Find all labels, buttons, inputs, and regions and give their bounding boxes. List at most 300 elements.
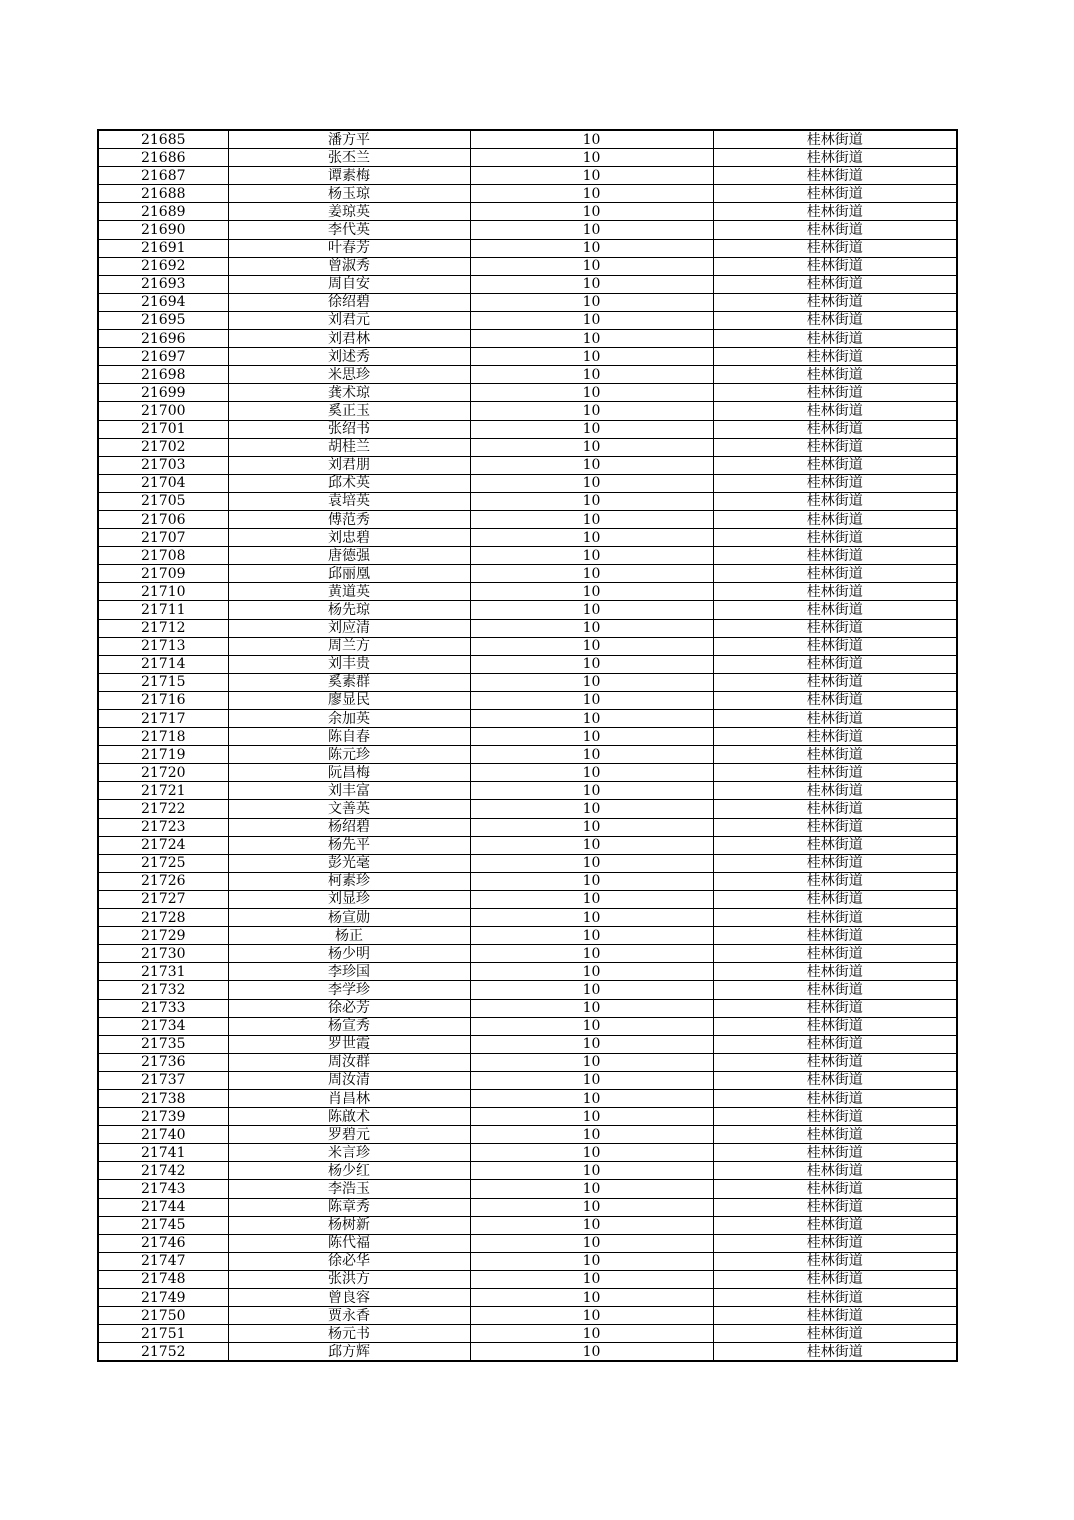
table-row xyxy=(98,1035,957,1053)
table-row xyxy=(98,456,957,474)
name-cell: 陈代福 xyxy=(228,1234,470,1252)
table-row xyxy=(98,583,957,601)
name-cell: 张丕兰 xyxy=(228,149,470,167)
row-number-cell: 21714 xyxy=(98,655,228,673)
table-row xyxy=(98,1089,957,1107)
amount-cell: 10 xyxy=(470,257,713,275)
table-row xyxy=(98,728,957,746)
table-body xyxy=(98,130,957,1361)
amount-cell: 10 xyxy=(470,691,713,709)
area-cell: 桂林街道 xyxy=(713,1053,957,1071)
table-row xyxy=(98,275,957,293)
table-row xyxy=(98,872,957,890)
area-cell: 桂林街道 xyxy=(713,583,957,601)
name-cell: 廖显民 xyxy=(228,691,470,709)
amount-cell: 10 xyxy=(470,1144,713,1162)
amount-cell: 10 xyxy=(470,384,713,402)
area-cell: 桂林街道 xyxy=(713,818,957,836)
area-cell: 桂林街道 xyxy=(713,438,957,456)
area-cell: 桂林街道 xyxy=(713,927,957,945)
name-cell: 陈章秀 xyxy=(228,1198,470,1216)
amount-cell: 10 xyxy=(470,130,713,149)
table-row xyxy=(98,384,957,402)
name-cell: 杨树新 xyxy=(228,1216,470,1234)
table-row xyxy=(98,1252,957,1270)
area-cell: 桂林街道 xyxy=(713,456,957,474)
row-number-cell: 21712 xyxy=(98,619,228,637)
amount-cell: 10 xyxy=(470,764,713,782)
amount-cell: 10 xyxy=(470,1162,713,1180)
row-number-cell: 21709 xyxy=(98,565,228,583)
area-cell: 桂林街道 xyxy=(713,1126,957,1144)
name-cell: 米言珍 xyxy=(228,1144,470,1162)
area-cell: 桂林街道 xyxy=(713,565,957,583)
row-number-cell: 21726 xyxy=(98,872,228,890)
name-cell: 邱丽凰 xyxy=(228,565,470,583)
name-cell: 杨绍碧 xyxy=(228,818,470,836)
name-cell: 柯素珍 xyxy=(228,872,470,890)
name-cell: 傅范秀 xyxy=(228,510,470,528)
area-cell: 桂林街道 xyxy=(713,981,957,999)
amount-cell: 10 xyxy=(470,981,713,999)
name-cell: 李浩玉 xyxy=(228,1180,470,1198)
amount-cell: 10 xyxy=(470,185,713,203)
table-row xyxy=(98,510,957,528)
row-number-cell: 21704 xyxy=(98,474,228,492)
area-cell: 桂林街道 xyxy=(713,1089,957,1107)
row-number-cell: 21739 xyxy=(98,1108,228,1126)
row-number-cell: 21713 xyxy=(98,637,228,655)
table-row xyxy=(98,185,957,203)
name-cell: 周自安 xyxy=(228,275,470,293)
area-cell: 桂林街道 xyxy=(713,1270,957,1288)
amount-cell: 10 xyxy=(470,1307,713,1325)
row-number-cell: 21750 xyxy=(98,1307,228,1325)
amount-cell: 10 xyxy=(470,1216,713,1234)
amount-cell: 10 xyxy=(470,149,713,167)
table-row xyxy=(98,149,957,167)
amount-cell: 10 xyxy=(470,474,713,492)
row-number-cell: 21698 xyxy=(98,366,228,384)
table-row xyxy=(98,710,957,728)
amount-cell: 10 xyxy=(470,1343,713,1362)
name-cell: 罗世霞 xyxy=(228,1035,470,1053)
amount-cell: 10 xyxy=(470,1252,713,1270)
area-cell: 桂林街道 xyxy=(713,1289,957,1307)
row-number-cell: 21692 xyxy=(98,257,228,275)
table-row xyxy=(98,890,957,908)
table-row xyxy=(98,601,957,619)
row-number-cell: 21707 xyxy=(98,529,228,547)
name-cell: 杨宣勋 xyxy=(228,909,470,927)
amount-cell: 10 xyxy=(470,818,713,836)
table-row xyxy=(98,330,957,348)
area-cell: 桂林街道 xyxy=(713,854,957,872)
amount-cell: 10 xyxy=(470,710,713,728)
row-number-cell: 21696 xyxy=(98,330,228,348)
amount-cell: 10 xyxy=(470,203,713,221)
row-number-cell: 21686 xyxy=(98,149,228,167)
name-cell: 刘应清 xyxy=(228,619,470,637)
area-cell: 桂林街道 xyxy=(713,1252,957,1270)
area-cell: 桂林街道 xyxy=(713,728,957,746)
amount-cell: 10 xyxy=(470,529,713,547)
name-cell: 刘显珍 xyxy=(228,890,470,908)
name-cell: 杨宣秀 xyxy=(228,1017,470,1035)
amount-cell: 10 xyxy=(470,1180,713,1198)
table-row xyxy=(98,402,957,420)
table-row xyxy=(98,1270,957,1288)
row-number-cell: 21747 xyxy=(98,1252,228,1270)
amount-cell: 10 xyxy=(470,728,713,746)
area-cell: 桂林街道 xyxy=(713,529,957,547)
area-cell: 桂林街道 xyxy=(713,366,957,384)
area-cell: 桂林街道 xyxy=(713,1108,957,1126)
area-cell: 桂林街道 xyxy=(713,963,957,981)
row-number-cell: 21710 xyxy=(98,583,228,601)
name-cell: 邱方辉 xyxy=(228,1343,470,1362)
name-cell: 杨玉琼 xyxy=(228,185,470,203)
row-number-cell: 21752 xyxy=(98,1343,228,1362)
amount-cell: 10 xyxy=(470,1053,713,1071)
amount-cell: 10 xyxy=(470,1089,713,1107)
area-cell: 桂林街道 xyxy=(713,1307,957,1325)
row-number-cell: 21687 xyxy=(98,167,228,185)
area-cell: 桂林街道 xyxy=(713,1216,957,1234)
name-cell: 杨少明 xyxy=(228,945,470,963)
amount-cell: 10 xyxy=(470,1017,713,1035)
row-number-cell: 21695 xyxy=(98,311,228,329)
amount-cell: 10 xyxy=(470,1108,713,1126)
table-row xyxy=(98,1325,957,1343)
amount-cell: 10 xyxy=(470,366,713,384)
row-number-cell: 21717 xyxy=(98,710,228,728)
row-number-cell: 21718 xyxy=(98,728,228,746)
name-cell: 周汝清 xyxy=(228,1071,470,1089)
amount-cell: 10 xyxy=(470,167,713,185)
table-row xyxy=(98,492,957,510)
amount-cell: 10 xyxy=(470,673,713,691)
table-row xyxy=(98,909,957,927)
table-row xyxy=(98,366,957,384)
name-cell: 曾淑秀 xyxy=(228,257,470,275)
table-row xyxy=(98,311,957,329)
amount-cell: 10 xyxy=(470,293,713,311)
name-cell: 刘君朋 xyxy=(228,456,470,474)
area-cell: 桂林街道 xyxy=(713,764,957,782)
row-number-cell: 21733 xyxy=(98,999,228,1017)
row-number-cell: 21737 xyxy=(98,1071,228,1089)
amount-cell: 10 xyxy=(470,565,713,583)
amount-cell: 10 xyxy=(470,438,713,456)
area-cell: 桂林街道 xyxy=(713,221,957,239)
area-cell: 桂林街道 xyxy=(713,1325,957,1343)
table-row xyxy=(98,547,957,565)
name-cell: 李珍国 xyxy=(228,963,470,981)
table-row xyxy=(98,637,957,655)
row-number-cell: 21742 xyxy=(98,1162,228,1180)
area-cell: 桂林街道 xyxy=(713,655,957,673)
name-cell: 杨先平 xyxy=(228,836,470,854)
area-cell: 桂林街道 xyxy=(713,1035,957,1053)
name-cell: 杨元书 xyxy=(228,1325,470,1343)
name-cell: 刘君元 xyxy=(228,311,470,329)
area-cell: 桂林街道 xyxy=(713,1234,957,1252)
amount-cell: 10 xyxy=(470,927,713,945)
area-cell: 桂林街道 xyxy=(713,330,957,348)
table-row xyxy=(98,1198,957,1216)
name-cell: 陈啟术 xyxy=(228,1108,470,1126)
area-cell: 桂林街道 xyxy=(713,836,957,854)
name-cell: 米思珍 xyxy=(228,366,470,384)
name-cell: 文善英 xyxy=(228,800,470,818)
row-number-cell: 21749 xyxy=(98,1289,228,1307)
row-number-cell: 21706 xyxy=(98,510,228,528)
name-cell: 姜琼英 xyxy=(228,203,470,221)
amount-cell: 10 xyxy=(470,1234,713,1252)
name-cell: 贾永香 xyxy=(228,1307,470,1325)
name-cell: 徐必华 xyxy=(228,1252,470,1270)
table-row xyxy=(98,673,957,691)
row-number-cell: 21722 xyxy=(98,800,228,818)
amount-cell: 10 xyxy=(470,601,713,619)
area-cell: 桂林街道 xyxy=(713,1017,957,1035)
name-cell: 刘述秀 xyxy=(228,348,470,366)
table-row xyxy=(98,221,957,239)
table-row xyxy=(98,800,957,818)
table-row xyxy=(98,1144,957,1162)
area-cell: 桂林街道 xyxy=(713,275,957,293)
row-number-cell: 21699 xyxy=(98,384,228,402)
name-cell: 肖昌林 xyxy=(228,1089,470,1107)
row-number-cell: 21746 xyxy=(98,1234,228,1252)
row-number-cell: 21685 xyxy=(98,130,228,149)
table-row xyxy=(98,764,957,782)
name-cell: 黄道英 xyxy=(228,583,470,601)
area-cell: 桂林街道 xyxy=(713,691,957,709)
name-cell: 胡桂兰 xyxy=(228,438,470,456)
name-cell: 邱术英 xyxy=(228,474,470,492)
amount-cell: 10 xyxy=(470,782,713,800)
amount-cell: 10 xyxy=(470,746,713,764)
table-row xyxy=(98,257,957,275)
area-cell: 桂林街道 xyxy=(713,872,957,890)
name-cell: 叶春芳 xyxy=(228,239,470,257)
area-cell: 桂林街道 xyxy=(713,601,957,619)
amount-cell: 10 xyxy=(470,1035,713,1053)
data-table xyxy=(97,129,958,1362)
table-row xyxy=(98,1343,957,1362)
area-cell: 桂林街道 xyxy=(713,619,957,637)
table-row xyxy=(98,1234,957,1252)
amount-cell: 10 xyxy=(470,1289,713,1307)
row-number-cell: 21728 xyxy=(98,909,228,927)
area-cell: 桂林街道 xyxy=(713,673,957,691)
amount-cell: 10 xyxy=(470,836,713,854)
row-number-cell: 21715 xyxy=(98,673,228,691)
row-number-cell: 21693 xyxy=(98,275,228,293)
amount-cell: 10 xyxy=(470,1325,713,1343)
amount-cell: 10 xyxy=(470,456,713,474)
name-cell: 龚术琼 xyxy=(228,384,470,402)
row-number-cell: 21705 xyxy=(98,492,228,510)
name-cell: 谭素梅 xyxy=(228,167,470,185)
area-cell: 桂林街道 xyxy=(713,293,957,311)
amount-cell: 10 xyxy=(470,999,713,1017)
table-row xyxy=(98,348,957,366)
area-cell: 桂林街道 xyxy=(713,149,957,167)
area-cell: 桂林街道 xyxy=(713,203,957,221)
name-cell: 徐必芳 xyxy=(228,999,470,1017)
row-number-cell: 21727 xyxy=(98,890,228,908)
area-cell: 桂林街道 xyxy=(713,1144,957,1162)
name-cell: 陈自春 xyxy=(228,728,470,746)
row-number-cell: 21703 xyxy=(98,456,228,474)
name-cell: 余加英 xyxy=(228,710,470,728)
name-cell: 李代英 xyxy=(228,221,470,239)
name-cell: 周汝群 xyxy=(228,1053,470,1071)
row-number-cell: 21721 xyxy=(98,782,228,800)
table-row xyxy=(98,474,957,492)
table-row xyxy=(98,1289,957,1307)
amount-cell: 10 xyxy=(470,1198,713,1216)
area-cell: 桂林街道 xyxy=(713,239,957,257)
table-row xyxy=(98,945,957,963)
area-cell: 桂林街道 xyxy=(713,257,957,275)
amount-cell: 10 xyxy=(470,1126,713,1144)
name-cell: 袁培英 xyxy=(228,492,470,510)
table-row xyxy=(98,1180,957,1198)
amount-cell: 10 xyxy=(470,655,713,673)
table-row xyxy=(98,293,957,311)
row-number-cell: 21729 xyxy=(98,927,228,945)
row-number-cell: 21748 xyxy=(98,1270,228,1288)
area-cell: 桂林街道 xyxy=(713,1343,957,1362)
row-number-cell: 21708 xyxy=(98,547,228,565)
area-cell: 桂林街道 xyxy=(713,420,957,438)
row-number-cell: 21745 xyxy=(98,1216,228,1234)
row-number-cell: 21734 xyxy=(98,1017,228,1035)
area-cell: 桂林街道 xyxy=(713,637,957,655)
row-number-cell: 21731 xyxy=(98,963,228,981)
row-number-cell: 21702 xyxy=(98,438,228,456)
row-number-cell: 21730 xyxy=(98,945,228,963)
amount-cell: 10 xyxy=(470,311,713,329)
amount-cell: 10 xyxy=(470,800,713,818)
name-cell: 刘丰富 xyxy=(228,782,470,800)
table-row xyxy=(98,420,957,438)
table-row xyxy=(98,1216,957,1234)
row-number-cell: 21725 xyxy=(98,854,228,872)
area-cell: 桂林街道 xyxy=(713,311,957,329)
name-cell: 陈元珍 xyxy=(228,746,470,764)
name-cell: 潘方平 xyxy=(228,130,470,149)
row-number-cell: 21751 xyxy=(98,1325,228,1343)
table-row xyxy=(98,854,957,872)
table-row xyxy=(98,203,957,221)
amount-cell: 10 xyxy=(470,348,713,366)
name-cell: 奚正玉 xyxy=(228,402,470,420)
row-number-cell: 21691 xyxy=(98,239,228,257)
area-cell: 桂林街道 xyxy=(713,130,957,149)
name-cell: 曾良容 xyxy=(228,1289,470,1307)
table-row xyxy=(98,529,957,547)
name-cell: 彭光毫 xyxy=(228,854,470,872)
amount-cell: 10 xyxy=(470,583,713,601)
amount-cell: 10 xyxy=(470,420,713,438)
row-number-cell: 21701 xyxy=(98,420,228,438)
area-cell: 桂林街道 xyxy=(713,348,957,366)
row-number-cell: 21735 xyxy=(98,1035,228,1053)
area-cell: 桂林街道 xyxy=(713,384,957,402)
row-number-cell: 21743 xyxy=(98,1180,228,1198)
table-row xyxy=(98,1162,957,1180)
amount-cell: 10 xyxy=(470,330,713,348)
name-cell: 张绍书 xyxy=(228,420,470,438)
name-cell: 周兰方 xyxy=(228,637,470,655)
amount-cell: 10 xyxy=(470,547,713,565)
row-number-cell: 21719 xyxy=(98,746,228,764)
table-row xyxy=(98,1126,957,1144)
area-cell: 桂林街道 xyxy=(713,547,957,565)
name-cell: 奚素群 xyxy=(228,673,470,691)
row-number-cell: 21689 xyxy=(98,203,228,221)
row-number-cell: 21741 xyxy=(98,1144,228,1162)
area-cell: 桂林街道 xyxy=(713,510,957,528)
table-row xyxy=(98,239,957,257)
table-row xyxy=(98,619,957,637)
name-cell: 杨少红 xyxy=(228,1162,470,1180)
table-row xyxy=(98,1017,957,1035)
table-row xyxy=(98,691,957,709)
name-cell: 李学珍 xyxy=(228,981,470,999)
table-row xyxy=(98,963,957,981)
amount-cell: 10 xyxy=(470,1270,713,1288)
area-cell: 桂林街道 xyxy=(713,1198,957,1216)
row-number-cell: 21716 xyxy=(98,691,228,709)
area-cell: 桂林街道 xyxy=(713,167,957,185)
amount-cell: 10 xyxy=(470,963,713,981)
name-cell: 刘丰贵 xyxy=(228,655,470,673)
amount-cell: 10 xyxy=(470,402,713,420)
table-row xyxy=(98,130,957,149)
amount-cell: 10 xyxy=(470,637,713,655)
table-row xyxy=(98,999,957,1017)
table-row xyxy=(98,655,957,673)
amount-cell: 10 xyxy=(470,890,713,908)
area-cell: 桂林街道 xyxy=(713,402,957,420)
table-row xyxy=(98,438,957,456)
row-number-cell: 21700 xyxy=(98,402,228,420)
row-number-cell: 21744 xyxy=(98,1198,228,1216)
table-row xyxy=(98,927,957,945)
area-cell: 桂林街道 xyxy=(713,1071,957,1089)
name-cell: 徐绍碧 xyxy=(228,293,470,311)
amount-cell: 10 xyxy=(470,945,713,963)
row-number-cell: 21688 xyxy=(98,185,228,203)
row-number-cell: 21711 xyxy=(98,601,228,619)
name-cell: 刘忠碧 xyxy=(228,529,470,547)
table-row xyxy=(98,1108,957,1126)
row-number-cell: 21690 xyxy=(98,221,228,239)
name-cell: 杨正 xyxy=(228,927,470,945)
name-cell: 张洪方 xyxy=(228,1270,470,1288)
area-cell: 桂林街道 xyxy=(713,185,957,203)
area-cell: 桂林街道 xyxy=(713,800,957,818)
amount-cell: 10 xyxy=(470,909,713,927)
table-row xyxy=(98,167,957,185)
name-cell: 唐德强 xyxy=(228,547,470,565)
